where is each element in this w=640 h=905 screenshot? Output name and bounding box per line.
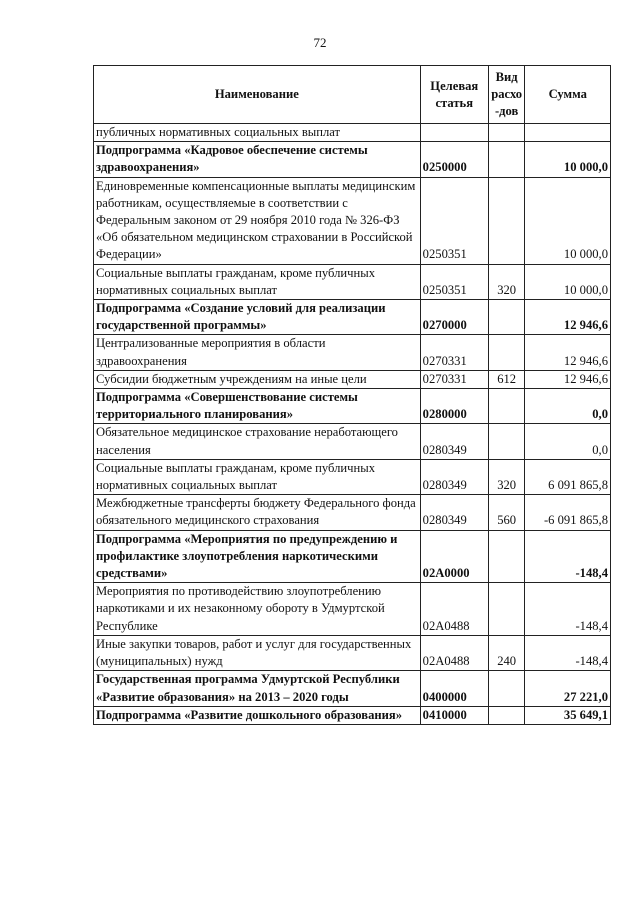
row-type <box>488 583 525 636</box>
table-row <box>94 424 611 459</box>
table-row <box>94 583 611 636</box>
row-sum: 27 221,0 <box>525 671 611 706</box>
row-sum: 0,0 <box>525 389 611 424</box>
row-type: 240 <box>488 635 525 670</box>
row-sum: 12 946,6 <box>525 370 611 388</box>
table-body <box>94 124 611 725</box>
table-row <box>94 530 611 583</box>
row-code: 0410000 <box>420 706 488 724</box>
budget-table <box>93 65 611 725</box>
row-name: Единовременные компенсационные выплаты медицинским работникам, осуществляемые в соответствии с Федеральным законом от 29 ноября 2010 года № 326-ФЗ «Об обязательном медицинском страховании в Российской Федерации» <box>94 177 421 264</box>
table-row <box>94 177 611 264</box>
row-type <box>488 124 525 142</box>
row-code: 0280349 <box>420 424 488 459</box>
row-code: 0280349 <box>420 495 488 530</box>
row-sum: 12 946,6 <box>525 300 611 335</box>
row-code <box>420 124 488 142</box>
row-sum: 10 000,0 <box>525 142 611 177</box>
row-type <box>488 300 525 335</box>
header-row <box>94 66 611 124</box>
row-name: Централизованные мероприятия в области здравоохранения <box>94 335 421 370</box>
row-name: Субсидии бюджетным учреждениям на иные цели <box>94 370 421 388</box>
row-name: Подпрограмма «Развитие дошкольного образования» <box>94 706 421 724</box>
row-name: Обязательное медицинское страхование неработающего населения <box>94 424 421 459</box>
row-sum: 6 091 865,8 <box>525 459 611 494</box>
row-name: публичных нормативных социальных выплат <box>94 124 421 142</box>
header-type: Вид расхо-дов <box>488 66 525 124</box>
row-type: 612 <box>488 370 525 388</box>
row-sum: 12 946,6 <box>525 335 611 370</box>
header-sum: Сумма <box>525 66 611 124</box>
table-row <box>94 389 611 424</box>
row-type <box>488 530 525 583</box>
table-row <box>94 635 611 670</box>
row-type <box>488 424 525 459</box>
header-name: Наименование <box>94 66 421 124</box>
table-row <box>94 370 611 388</box>
row-code: 02А0488 <box>420 635 488 670</box>
table-row <box>94 300 611 335</box>
row-code: 0270331 <box>420 370 488 388</box>
row-type <box>488 389 525 424</box>
row-type <box>488 142 525 177</box>
row-type: 320 <box>488 459 525 494</box>
header-code: Целевая статья <box>420 66 488 124</box>
row-name: Государственная программа Удмуртской Республики «Развитие образования» на 2013 – 2020 годы <box>94 671 421 706</box>
row-type <box>488 706 525 724</box>
row-type <box>488 177 525 264</box>
table-row <box>94 495 611 530</box>
row-sum: -148,4 <box>525 635 611 670</box>
row-type <box>488 671 525 706</box>
row-code: 0250351 <box>420 177 488 264</box>
row-sum: 10 000,0 <box>525 264 611 299</box>
row-sum: -148,4 <box>525 530 611 583</box>
row-code: 0400000 <box>420 671 488 706</box>
table-row <box>94 459 611 494</box>
table-row <box>94 124 611 142</box>
row-sum <box>525 124 611 142</box>
row-sum: 10 000,0 <box>525 177 611 264</box>
row-code: 0250351 <box>420 264 488 299</box>
row-code: 0280000 <box>420 389 488 424</box>
row-code: 02А0000 <box>420 530 488 583</box>
page-number: 72 <box>313 35 327 50</box>
row-code: 02А0488 <box>420 583 488 636</box>
row-name: Социальные выплаты гражданам, кроме публичных нормативных социальных выплат <box>94 459 421 494</box>
table-row <box>94 264 611 299</box>
table-row <box>94 671 611 706</box>
row-code: 0270331 <box>420 335 488 370</box>
row-sum: -6 091 865,8 <box>525 495 611 530</box>
row-type <box>488 335 525 370</box>
row-sum: 0,0 <box>525 424 611 459</box>
row-sum: 35 649,1 <box>525 706 611 724</box>
row-type: 320 <box>488 264 525 299</box>
row-name: Межбюджетные трансферты бюджету Федерального фонда обязательного медицинского страхования <box>94 495 421 530</box>
row-name: Социальные выплаты гражданам, кроме публичных нормативных социальных выплат <box>94 264 421 299</box>
table-row <box>94 335 611 370</box>
row-sum: -148,4 <box>525 583 611 636</box>
row-code: 0250000 <box>420 142 488 177</box>
row-name: Подпрограмма «Создание условий для реализации государственной программы» <box>94 300 421 335</box>
table-row <box>94 142 611 177</box>
row-name: Подпрограмма «Мероприятия по предупреждению и профилактике злоупотребления наркотическими средствами» <box>94 530 421 583</box>
row-name: Подпрограмма «Совершенствование системы территориального планирования» <box>94 389 421 424</box>
row-type: 560 <box>488 495 525 530</box>
row-name: Иные закупки товаров, работ и услуг для государственных (муниципальных) нужд <box>94 635 421 670</box>
table-row <box>94 706 611 724</box>
row-name: Подпрограмма «Кадровое обеспечение системы здравоохранения» <box>94 142 421 177</box>
row-name: Мероприятия по противодействию злоупотреблению наркотиками и их незаконному обороту в Удмуртской Республике <box>94 583 421 636</box>
row-code: 0270000 <box>420 300 488 335</box>
row-code: 0280349 <box>420 459 488 494</box>
